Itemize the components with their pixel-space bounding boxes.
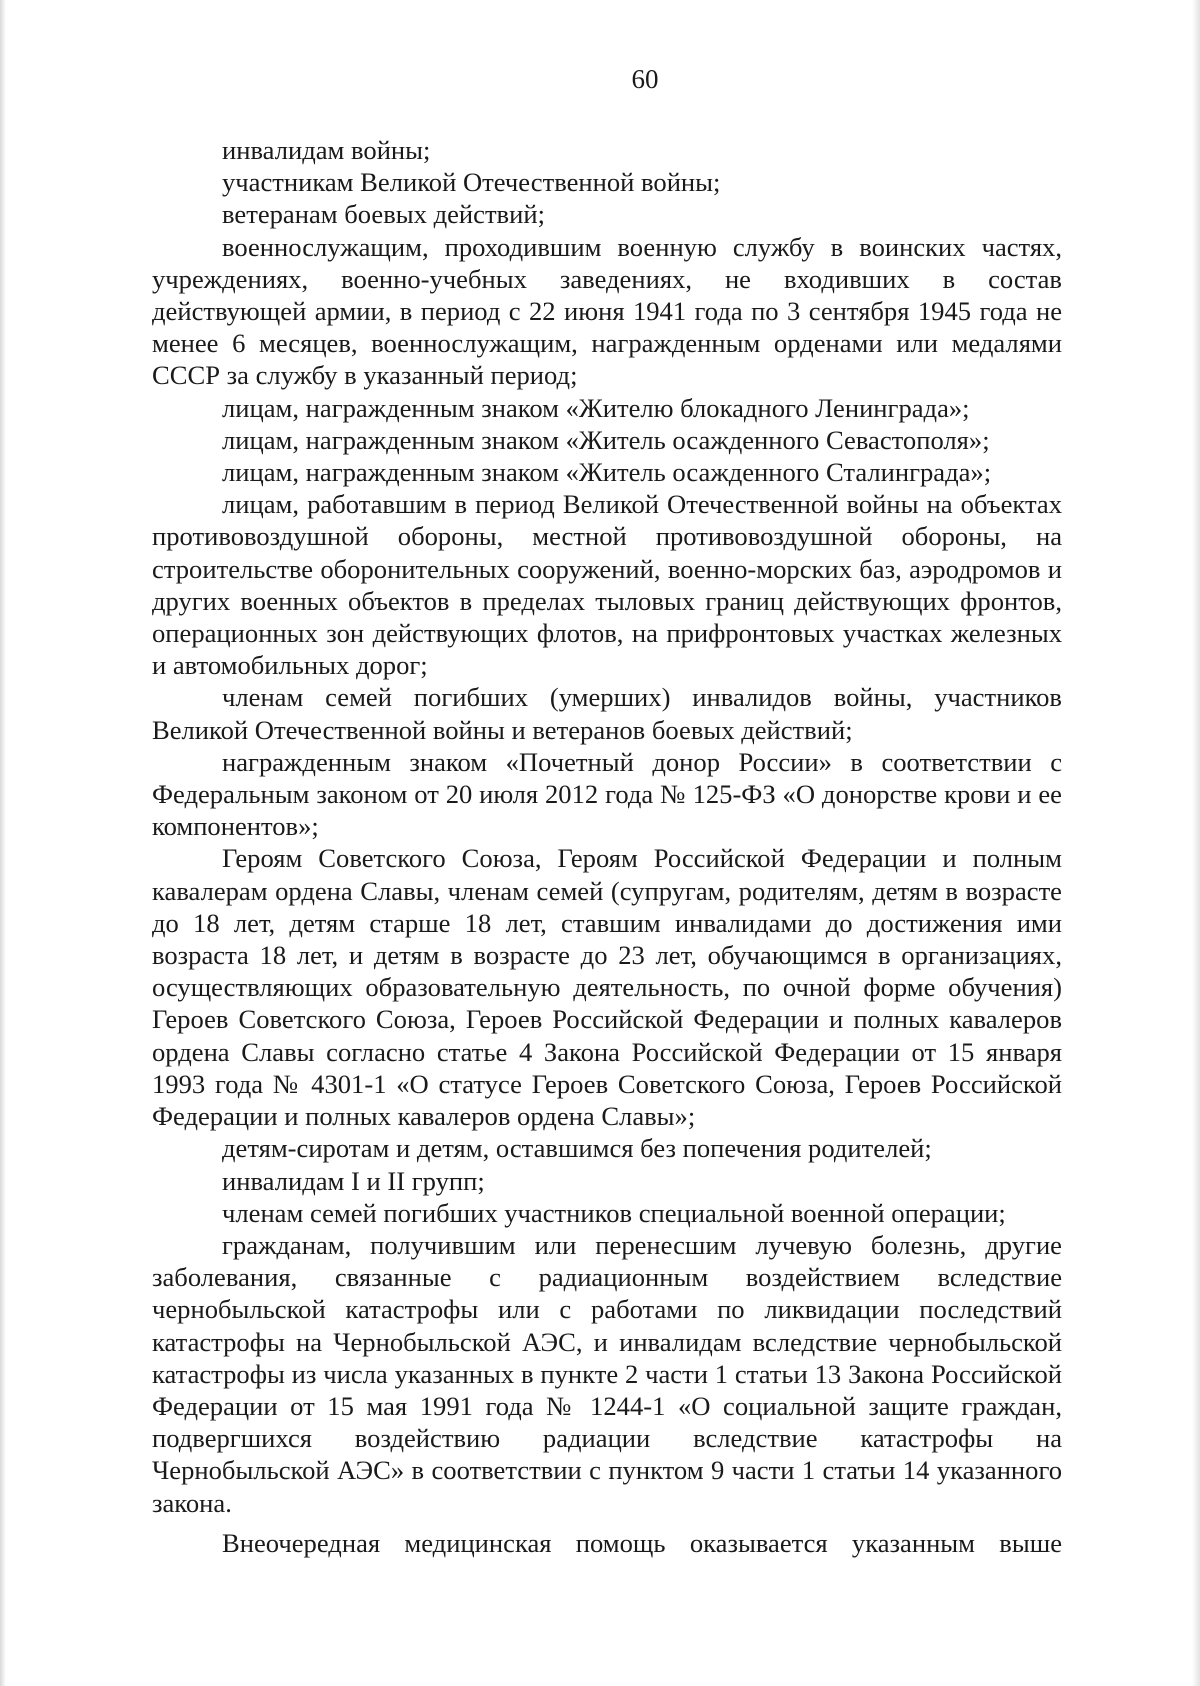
- paragraph: лицам, награжденным знаком «Жителю блокадного Ленинграда»;: [222, 392, 970, 423]
- paragraph: военнослужащим, проходившим военную службу в воинских частях, учреждениях, военно-учебных заведениях, не входивших в состав действующей армии, в период с 22 июня 1941 года по 3 сентября 1945 года не менее 6 месяцев, военнослужащим, награжденным орденами или медалями СССР за службу в указанный период;: [152, 231, 1062, 391]
- paragraph: детям-сиротам и детям, оставшимся без попечения родителей;: [222, 1133, 932, 1164]
- page-number: 60: [631, 64, 659, 94]
- paragraph: лицам, награжденным знаком «Житель осажденного Сталинграда»;: [222, 457, 992, 488]
- paragraph: Внеочередная медицинская помощь оказывается указанным выше: [222, 1527, 1062, 1558]
- paragraph: награжденным знаком «Почетный донор России» в соответствии с Федеральным законом от 20 июля 2012 года № 125-ФЗ «О донорстве крови и ее компонентов»;: [152, 746, 1062, 842]
- scan-edge-right: [1192, 0, 1200, 1686]
- document-body: [152, 134, 1062, 1559]
- paragraph: членам семей погибших (умерших) инвалидов войны, участников Великой Отечественной войны и ветеранов боевых действий;: [152, 682, 1062, 745]
- paragraph: инвалидам войны;: [222, 135, 431, 165]
- paragraph: участникам Великой Отечественной войны;: [222, 167, 721, 198]
- paragraph: гражданам, получившим или перенесшим лучевую болезнь, другие заболевания, связанные с радиационным воздействием вследствие чернобыльской катастрофы или с работами по ликвидации последствий катастрофы на Чернобыльской АЭС, и инвалидам вследствие чернобыльской катастрофы из числа указанных в пункте 2 части 1 статьи 13 Закона Российской Федерации от 15 мая 1991 года № 1244-1 «О социальной защите граждан, подвергшихся воздействию радиации вследствие катастрофы на Чернобыльской АЭС» в соответствии с пунктом 9 части 1 статьи 14 указанного закона.: [152, 1229, 1062, 1518]
- paragraph: лицам, работавшим в период Великой Отечественной войны на объектах противовоздушной обороны, местной противовоздушной обороны, на строительстве оборонительных сооружений, военно-морских баз, аэродромов и других военных объектов в пределах тыловых границ действующих фронтов, операционных зон действующих флотов, на прифронтовых участках железных и автомобильных дорог;: [152, 489, 1062, 681]
- paragraph: инвалидам I и II групп;: [222, 1165, 485, 1196]
- paragraph: лицам, награжденным знаком «Житель осажденного Севастополя»;: [222, 424, 990, 455]
- paragraph: членам семей погибших участников специальной военной операции;: [222, 1197, 1006, 1228]
- paragraph: Героям Советского Союза, Героям Российской Федерации и полным кавалерам ордена Славы, членам семей (супругам, родителям, детям в возрасте до 18 лет, детям старше 18 лет, ставшим инвалидами до достижения ими возраста 18 лет, и детям в возрасте до 23 лет, обучающимся в организациях, осуществляющих образовательную деятельность, по очной форме обучения) Героев Советского Союза, Героев Российской Федерации и полных кавалеров ордена Славы согласно статье 4 Закона Российской Федерации от 15 января 1993 года № 4301-1 «О статусе Героев Советского Союза, Героев Российской Федерации и полных кавалеров ордена Славы»;: [152, 843, 1062, 1132]
- scan-edge-left: [0, 0, 6, 1686]
- paragraph: ветеранам боевых действий;: [222, 199, 545, 230]
